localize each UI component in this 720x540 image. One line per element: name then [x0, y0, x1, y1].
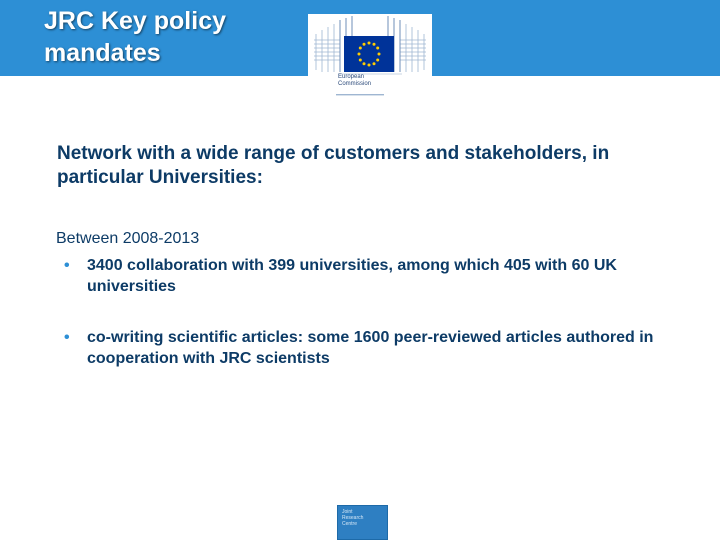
logo-caption: [338, 74, 398, 88]
badge-line-1: Joint: [342, 509, 353, 515]
bullet-list: [64, 255, 684, 369]
jrc-badge-logo: [337, 505, 388, 540]
bullet-icon: •: [64, 329, 70, 346]
slide-title: [44, 5, 226, 69]
list-item: [64, 327, 684, 369]
bullet-text: co-writing scientific articles: some 1600 peer-reviewed articles authored in cooperation with JRC scientists: [87, 329, 654, 367]
badge-line-3: Centre: [342, 521, 358, 527]
list-item: [64, 255, 684, 297]
logo-line-1: European: [338, 74, 365, 80]
slide-title-line-2: mandates: [44, 39, 161, 67]
intro-text: Between 2008-2013: [56, 230, 200, 247]
bullet-text: 3400 collaboration with 399 universities, among which 405 with 60 UK universities: [87, 257, 617, 295]
slide-subtitle: Network with a wide range of customers and stakeholders, in particular Universities:: [57, 143, 610, 188]
slide-title-line-1: JRC Key policy: [44, 7, 227, 35]
badge-line-2: Research: [342, 515, 364, 521]
bullet-icon: •: [64, 257, 70, 274]
logo-line-2: Commission: [338, 81, 372, 87]
